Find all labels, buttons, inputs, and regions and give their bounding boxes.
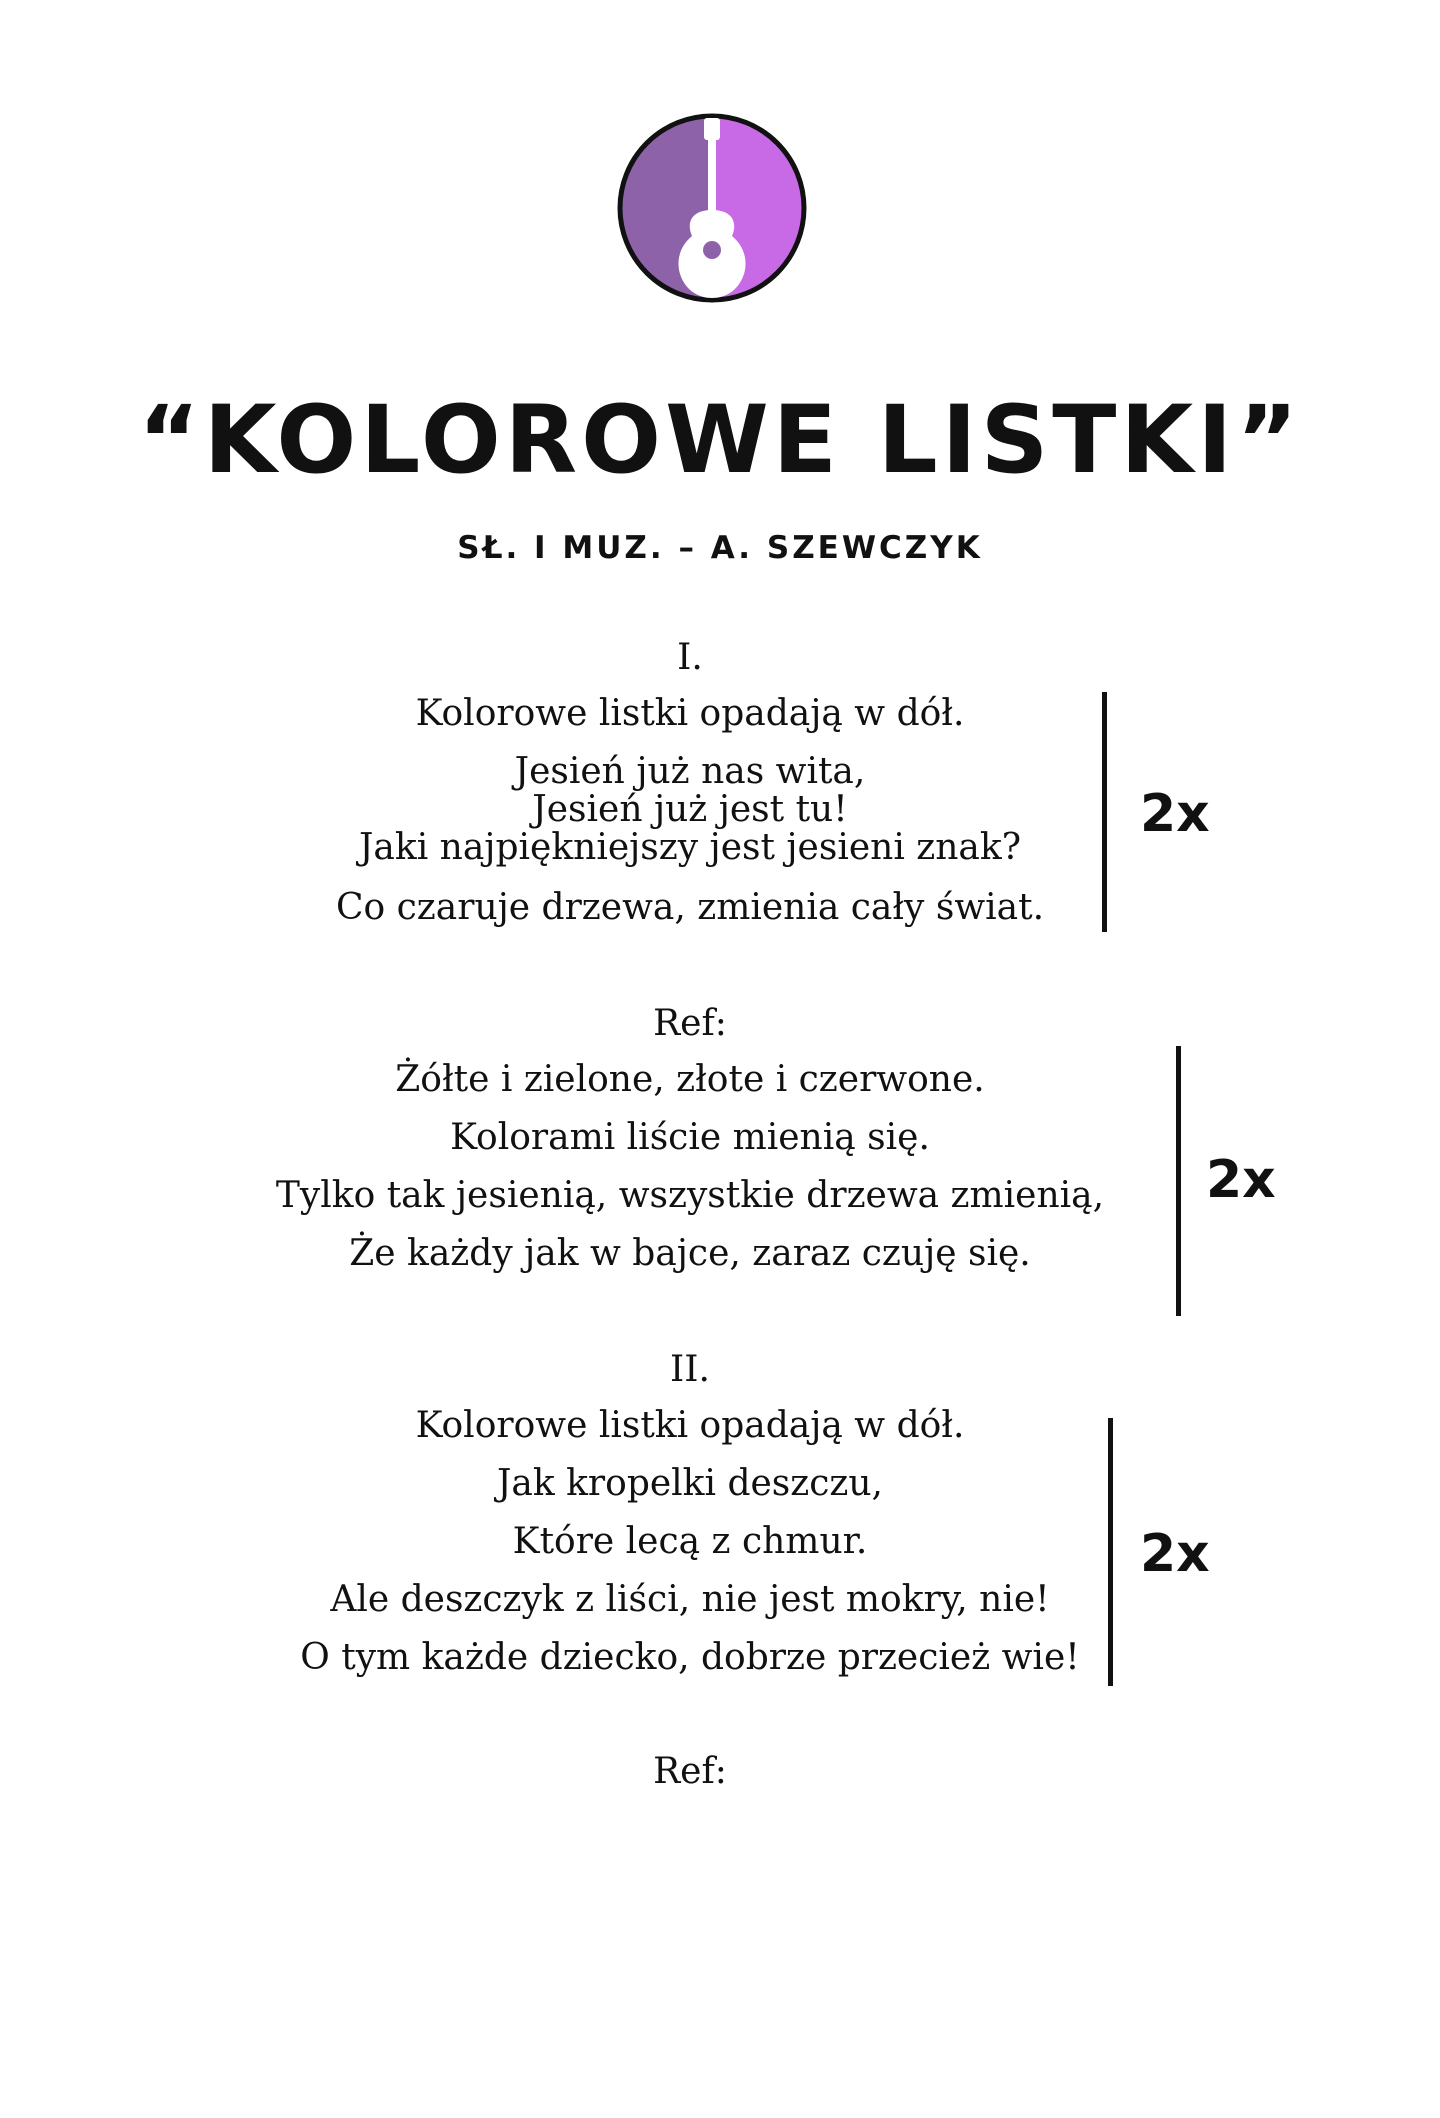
verse-1-line: Jesień już nas wita, — [514, 751, 866, 792]
repeat-bracket — [1108, 1418, 1113, 1686]
chorus-label: Ref: — [653, 1003, 727, 1044]
verse-2-line: Kolorowe listki opadają w dół. — [415, 1405, 965, 1446]
chorus-line: Tylko tak jesienią, wszystkie drzewa zmienią, — [275, 1175, 1105, 1216]
verse-2-line: Ale deszczyk z liści, nie jest mokry, nie! — [330, 1579, 1050, 1620]
song-title: “KOLOROWE LISTKI” — [138, 386, 1302, 495]
repeat-bracket — [1102, 692, 1107, 932]
repeat-bracket — [1176, 1046, 1181, 1316]
chorus-line: Żółte i zielone, złote i czerwone. — [395, 1059, 985, 1100]
verse-1-line: Jesień już jest tu! — [532, 789, 848, 830]
verse-2-label: II. — [670, 1349, 710, 1390]
guitar-logo — [614, 110, 810, 306]
verse-1-line: Co czaruje drzewa, zmienia cały świat. — [335, 887, 1045, 928]
chorus-line: Kolorami liście mienią się. — [450, 1117, 930, 1158]
song-credits: SŁ. I MUZ. – A. SZEWCZYK — [457, 530, 983, 566]
verse-1-line: Kolorowe listki opadają w dół. — [415, 693, 965, 734]
chorus-repeat: 2x — [1206, 1150, 1276, 1210]
verse-1-repeat: 2x — [1140, 784, 1210, 844]
verse-2-line: Które lecą z chmur. — [512, 1521, 868, 1562]
verse-2-line: Jak kropelki deszczu, — [496, 1463, 884, 1504]
chorus-line: Że każdy jak w bajce, zaraz czuję się. — [349, 1233, 1031, 1274]
verse-2-line: O tym każde dziecko, dobrze przecież wie! — [300, 1637, 1080, 1678]
verse-2-repeat: 2x — [1140, 1524, 1210, 1584]
verse-1-line: Jaki najpiękniejszy jest jesieni znak? — [358, 827, 1022, 868]
verse-1-label: I. — [677, 637, 703, 678]
ending-chorus-label: Ref: — [653, 1751, 727, 1792]
